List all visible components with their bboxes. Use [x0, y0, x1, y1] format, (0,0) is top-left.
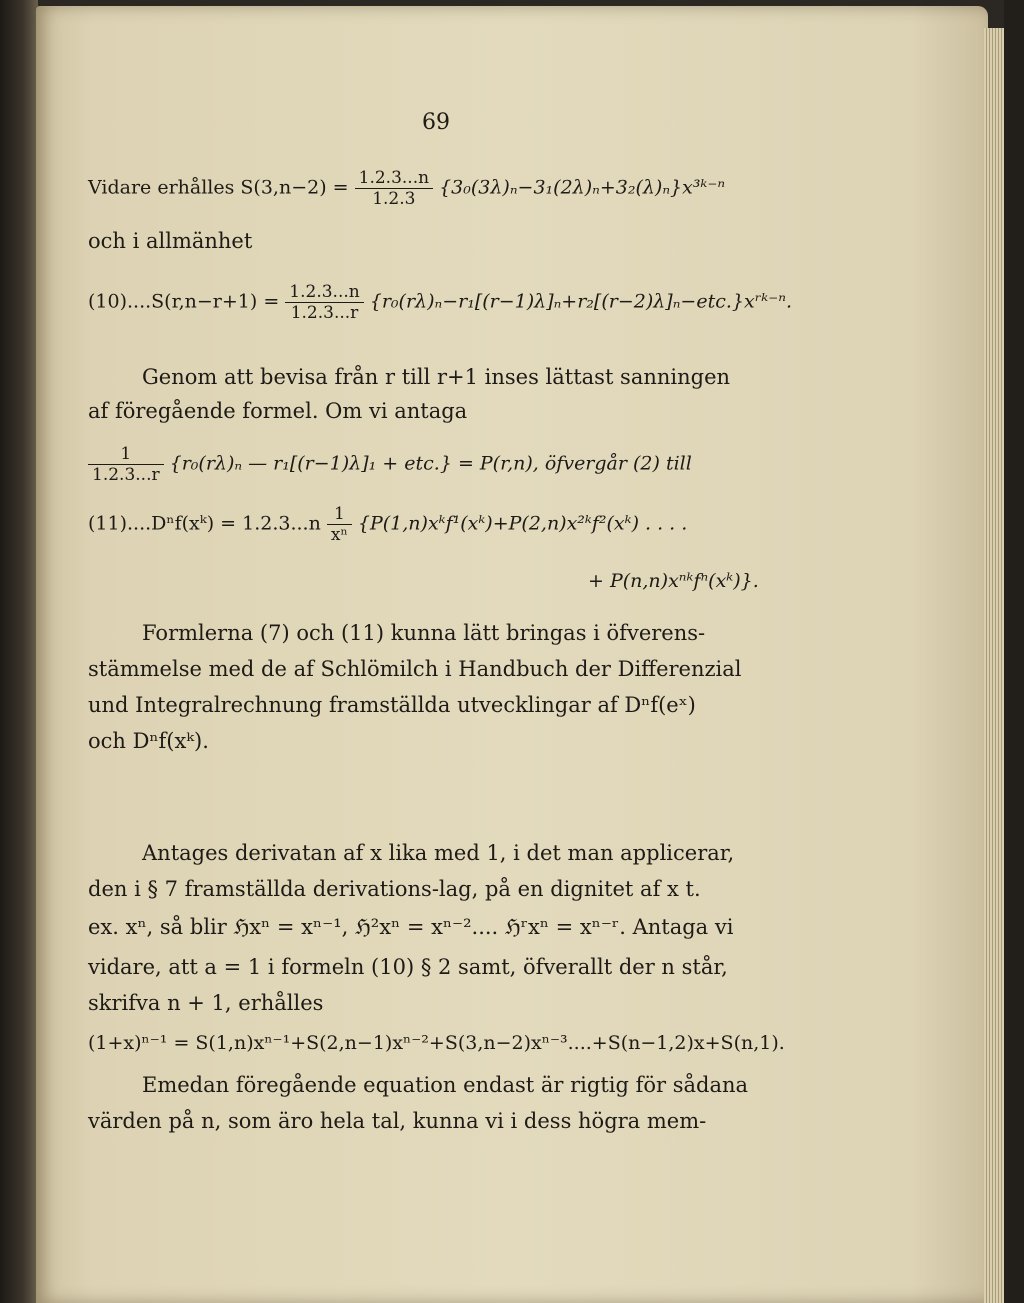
text-line-9: Formlerna (7) och (11) kunna lätt bringas i öfverens- — [142, 621, 706, 645]
page-stack-edges — [984, 28, 1004, 1303]
text-line-11: und Integralrechnung framställda utvecklingar af Dⁿf(eˣ) — [88, 693, 696, 717]
text-line-2: och i allmänhet — [88, 229, 253, 253]
formula-11 — [88, 504, 687, 545]
text-line-4: Genom att bevisa från r till r+1 inses lättast sanningen — [142, 365, 731, 389]
formula-p-definition — [88, 444, 692, 485]
text-line-19: Emedan föregående equation endast är rigtig för sådana — [142, 1073, 749, 1097]
formula-binomial: (1+x)ⁿ⁻¹ = S(1,n)xⁿ⁻¹+S(2,n−1)xⁿ⁻²+S(3,n−2)xⁿ⁻³....+S(n−1,2)x+S(n,1). — [88, 1032, 785, 1054]
formula-1-right: {3₀(3λ)ₙ−3₁(2λ)ₙ+3₂(λ)ₙ}x³ᵏ⁻ⁿ — [439, 176, 726, 199]
fraction-numerator: 1.2.3...n — [285, 282, 363, 303]
text-line-17: skrifva n + 1, erhålles — [88, 991, 324, 1015]
text-line-12: och Dⁿf(xᵏ). — [88, 729, 209, 753]
formula-line-1 — [88, 168, 725, 209]
fraction-numerator: 1 — [327, 504, 352, 525]
formula-1-fraction — [355, 168, 433, 209]
text-line-10: stämmelse med de af Schlömilch i Handbuch der Differenzial — [88, 657, 742, 681]
fraction-denominator: xⁿ — [330, 525, 348, 545]
background — [1004, 0, 1024, 1303]
fraction-denominator: 1.2.3 — [372, 189, 416, 209]
formula-11-fraction — [327, 504, 352, 545]
formula-10 — [88, 282, 792, 323]
text-line-5: af föregående formel. Om vi antaga — [88, 399, 468, 423]
text-line-13: Antages derivatan af x lika med 1, i det man applicerar, — [142, 841, 735, 865]
text-line-20: värden på n, som äro hela tal, kunna vi i dess högra mem- — [88, 1109, 707, 1133]
formula-11-left: (11)....Dⁿf(xᵏ) = 1.2.3...n — [88, 512, 321, 535]
text-line-15: ex. xⁿ, så blir ℌxⁿ = xⁿ⁻¹, ℌ²xⁿ = xⁿ⁻².... ℌʳxⁿ = xⁿ⁻ʳ. Antaga vi — [88, 915, 734, 939]
page-number: 69 — [422, 110, 450, 135]
formula-1-left: Vidare erhålles S(3,n−2) = — [88, 176, 349, 199]
formula-10-left: (10)....S(r,n−r+1) = — [88, 290, 280, 313]
facing-page-edge — [0, 0, 38, 1303]
formula-10-fraction — [285, 282, 363, 323]
text-line-14: den i § 7 framställda derivations-lag, på en dignitet af x t. — [88, 877, 701, 901]
fraction-denominator: 1.2.3...r — [92, 465, 160, 485]
formula-10-right: {r₀(rλ)ₙ−r₁[(r−1)λ]ₙ+r₂[(r−2)λ]ₙ−etc.}xʳᵏ⁻ⁿ. — [369, 290, 792, 313]
formula-11-continuation: + P(n,n)xⁿᵏfⁿ(xᵏ)}. — [588, 570, 759, 592]
fraction-numerator: 1.2.3...n — [355, 168, 433, 189]
formula-p-fraction — [88, 444, 164, 485]
fraction-denominator: 1.2.3...r — [290, 303, 359, 323]
formula-11-right: {P(1,n)xᵏf¹(xᵏ)+P(2,n)x²ᵏf²(xᵏ) . . . . — [357, 512, 688, 535]
text-line-16: vidare, att a = 1 i formeln (10) § 2 samt, öfverallt der n står, — [88, 955, 728, 979]
fraction-numerator: 1 — [88, 444, 164, 465]
formula-p-right: {r₀(rλ)ₙ — r₁[(r−1)λ]₁ + etc.} = P(r,n), öfvergår (2) till — [169, 452, 692, 475]
